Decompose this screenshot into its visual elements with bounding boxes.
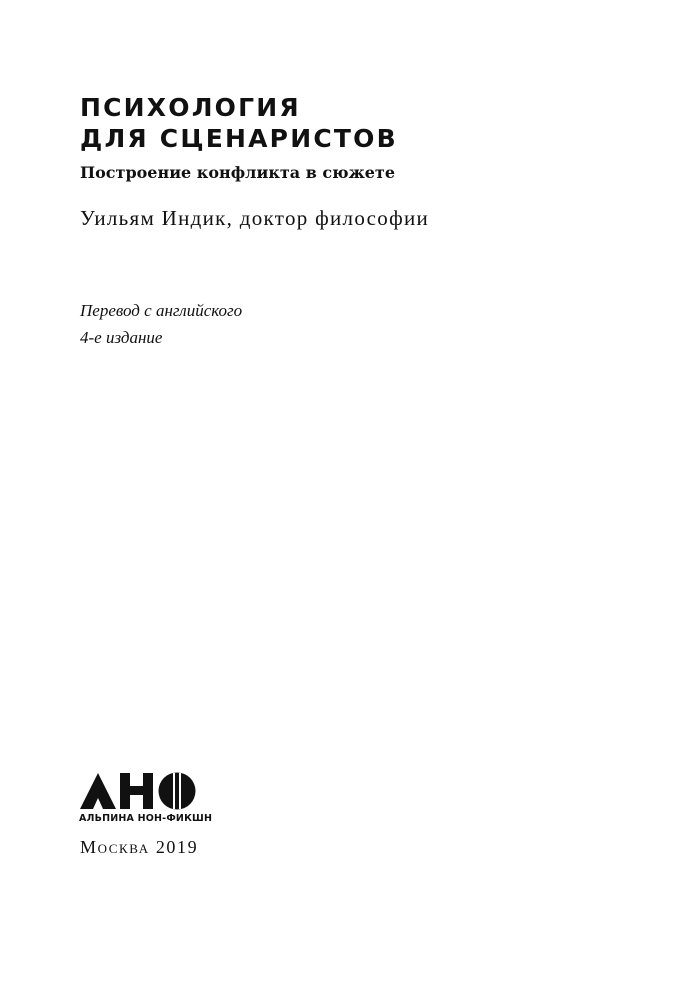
logo-letter-a (80, 773, 116, 809)
publisher-logo (80, 772, 196, 810)
logo-letter-n (120, 773, 153, 809)
book-title-line-2: ДЛЯ СЦЕНАРИСТОВ (80, 124, 398, 153)
imprint-city-year: Москва 2019 (80, 837, 199, 857)
logo-letter-f-gap-right (179, 773, 181, 809)
book-title (80, 92, 398, 154)
edition-note: 4-е издание (80, 328, 163, 347)
book-subtitle: Построение конфликта в сюжете (80, 163, 395, 182)
translation-note: Перевод с английского (80, 301, 243, 320)
book-title-line-1: ПСИХОЛОГИЯ (80, 93, 301, 122)
logo-letter-f-gap-left (173, 773, 175, 809)
publisher-name: АЛЬПИНА НОН-ФИКШН (79, 813, 213, 824)
book-author: Уильям Индик, доктор философии (80, 206, 430, 230)
logo-letter-f-circle (159, 773, 196, 810)
